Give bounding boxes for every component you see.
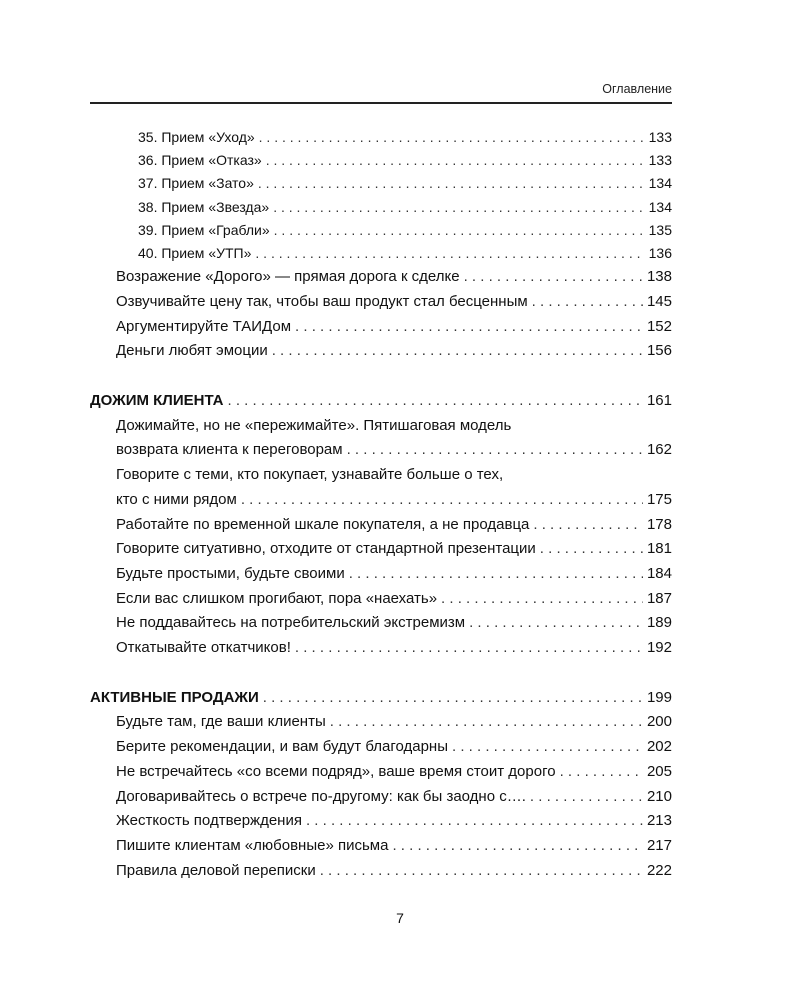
toc-page-number: 210 (646, 787, 672, 805)
toc-page-number: 161 (646, 392, 672, 410)
toc-entry-title: Будьте простыми, будьте своими (116, 564, 345, 582)
toc-entry-title: 38. Прием «Звезда» (138, 198, 270, 215)
toc-page-number: 187 (646, 589, 672, 607)
toc-page-number: 156 (646, 342, 672, 360)
toc-page-number: 136 (648, 245, 672, 262)
toc-entry-title: 36. Прием «Отказ» (138, 152, 262, 169)
toc-leader-dots (274, 219, 645, 242)
toc-leader-dots (273, 196, 644, 219)
toc-leader-dots (241, 488, 643, 513)
toc-entry-title: Будьте там, где ваши клиенты (116, 713, 326, 731)
toc-page-number: 184 (646, 564, 672, 582)
toc-entry-title: Возражение «Дорого» — прямая дорога к сделке (116, 268, 460, 286)
toc-entry-row[interactable] (90, 488, 672, 513)
toc-entry-row[interactable] (90, 414, 672, 439)
toc-entry-row[interactable] (90, 126, 672, 149)
toc-leader-dots (330, 710, 643, 735)
toc-entry-row[interactable] (90, 339, 672, 364)
toc-entry-title: Говорите ситуативно, отходите от стандартной презентации (116, 540, 536, 558)
toc-entry-row[interactable] (90, 438, 672, 463)
toc-entry-row[interactable] (90, 562, 672, 587)
toc-entry-title: Договаривайтесь о встрече по-другому: как бы заодно с…. (116, 787, 526, 805)
toc-leader-dots (532, 290, 643, 315)
toc-page-number: 199 (646, 688, 672, 706)
toc-entry-title: 39. Прием «Грабли» (138, 221, 270, 238)
toc-page-number: 200 (646, 713, 672, 731)
toc-leader-dots (392, 834, 643, 859)
toc-entry-row[interactable] (90, 834, 672, 859)
toc-entry-title: Пишите клиентам «любовные» письма (116, 836, 389, 854)
toc-entry-title: Жесткость подтверждения (116, 812, 302, 830)
toc-entry-title: Не поддавайтесь на потребительский экстремизм (116, 614, 466, 632)
toc-leader-dots (266, 149, 645, 172)
toc-page-number: 205 (646, 762, 672, 780)
toc-page-number: 162 (646, 441, 672, 459)
toc-leader-dots (441, 587, 643, 612)
toc-page-number: 213 (646, 812, 672, 830)
toc-page-number: 138 (646, 268, 672, 286)
toc-entry-title: Берите рекомендации, и вам будут благодарны (116, 738, 448, 756)
toc-page-number: 192 (646, 639, 672, 657)
toc-page-number: 178 (646, 515, 672, 533)
toc-page-number: 181 (646, 540, 672, 558)
toc-entry-row[interactable] (90, 587, 672, 612)
toc-page-number: 134 (648, 198, 672, 215)
toc-entry-row[interactable] (90, 513, 672, 538)
toc-section-title: АКТИВНЫЕ ПРОДАЖИ (90, 688, 259, 706)
toc-entry-row[interactable] (90, 290, 672, 315)
toc-page-number: 134 (648, 175, 672, 192)
toc-entry-title: 35. Прием «Уход» (138, 129, 255, 145)
toc-entry-row[interactable] (90, 463, 672, 488)
toc-entry-title: Аргументируйте ТАИДом (116, 317, 292, 335)
toc-page-number: 135 (648, 221, 672, 238)
toc-entry-row[interactable] (90, 636, 672, 661)
toc-leader-dots (320, 859, 643, 884)
toc-entry-row[interactable] (90, 265, 672, 290)
toc-leader-dots (530, 785, 643, 810)
toc-leader-dots (533, 513, 643, 538)
toc-entry-row[interactable] (90, 611, 672, 636)
toc-entry-title: Дожимайте, но не «пережимайте». Пятишаговая модель (116, 416, 512, 434)
toc-leader-dots (347, 438, 643, 463)
toc-entry-title: Не встречайтесь «со всеми подряд», ваше время стоит дорого (116, 762, 556, 780)
toc-leader-dots (255, 242, 644, 265)
toc-leader-dots (540, 537, 643, 562)
toc-page-number: 175 (646, 490, 672, 508)
toc-leader-dots (349, 562, 643, 587)
toc-entry-title: Откатывайте откатчиков! (116, 639, 291, 657)
toc-entry-title: Озвучивайте цену так, чтобы ваш продукт стал бесценным (116, 292, 528, 310)
toc-page-number: 189 (646, 614, 672, 632)
toc-leader-dots (295, 636, 643, 661)
toc-page-number: 145 (646, 292, 672, 310)
toc-entry-row[interactable] (90, 242, 672, 265)
toc-entry-title: Говорите с теми, кто покупает, узнавайте больше о тех, (116, 466, 504, 484)
toc-entry-title: возврата клиента к переговорам (116, 441, 343, 459)
toc-entry-row[interactable] (90, 809, 672, 834)
toc-page-number: 217 (646, 836, 672, 854)
toc-leader-dots (452, 735, 643, 760)
toc-entry-title: Если вас слишком прогибают, пора «наехать» (116, 589, 438, 607)
toc-leader-dots (306, 809, 643, 834)
toc-entry-row[interactable] (90, 785, 672, 810)
toc-page-number: 222 (646, 861, 672, 879)
toc-leader-dots (228, 389, 643, 414)
toc-leader-dots (258, 172, 645, 195)
toc-entry-title: Деньги любят эмоции (116, 342, 268, 360)
toc-page-number: 152 (646, 317, 672, 335)
toc-entry-row[interactable] (90, 760, 672, 785)
toc-page-number: 202 (646, 738, 672, 756)
running-header (90, 80, 672, 104)
toc-page-number: 133 (648, 152, 672, 169)
section-gap (90, 364, 672, 389)
section-gap (90, 661, 672, 686)
toc-leader-dots (464, 265, 643, 290)
toc-entry-title: 40. Прием «УТП» (138, 245, 252, 262)
toc-leader-dots (295, 315, 643, 340)
toc-entry-title: кто с ними рядом (116, 490, 237, 508)
toc-entry-title: 37. Прием «Зато» (138, 175, 254, 192)
toc-leader-dots (560, 760, 643, 785)
header-title: Оглавление (602, 82, 672, 96)
toc-leader-dots (259, 126, 645, 149)
toc-section-row[interactable] (90, 686, 672, 711)
toc-leader-dots (263, 686, 643, 711)
toc-entry-row[interactable] (90, 149, 672, 172)
toc-entry-row[interactable] (90, 735, 672, 760)
toc-entry-title: Правила деловой переписки (116, 861, 316, 879)
toc-entry-row[interactable] (90, 710, 672, 735)
toc-section-row[interactable] (90, 389, 672, 414)
toc-entry-row[interactable] (90, 859, 672, 884)
toc-entry-row[interactable] (90, 172, 672, 195)
toc-entry-row[interactable] (90, 315, 672, 340)
toc-entry-row[interactable] (90, 219, 672, 242)
toc-section-title: ДОЖИМ КЛИЕНТА (90, 392, 224, 410)
toc-leader-dots (469, 611, 643, 636)
page-number: 7 (396, 910, 404, 926)
toc-entry-row[interactable] (90, 537, 672, 562)
toc-entry-title: Работайте по временной шкале покупателя, а не продавца (116, 515, 530, 533)
toc-entry-row[interactable] (90, 196, 672, 219)
toc-leader-dots (272, 339, 643, 364)
toc-page-number: 133 (648, 129, 672, 145)
table-of-contents (90, 126, 672, 883)
